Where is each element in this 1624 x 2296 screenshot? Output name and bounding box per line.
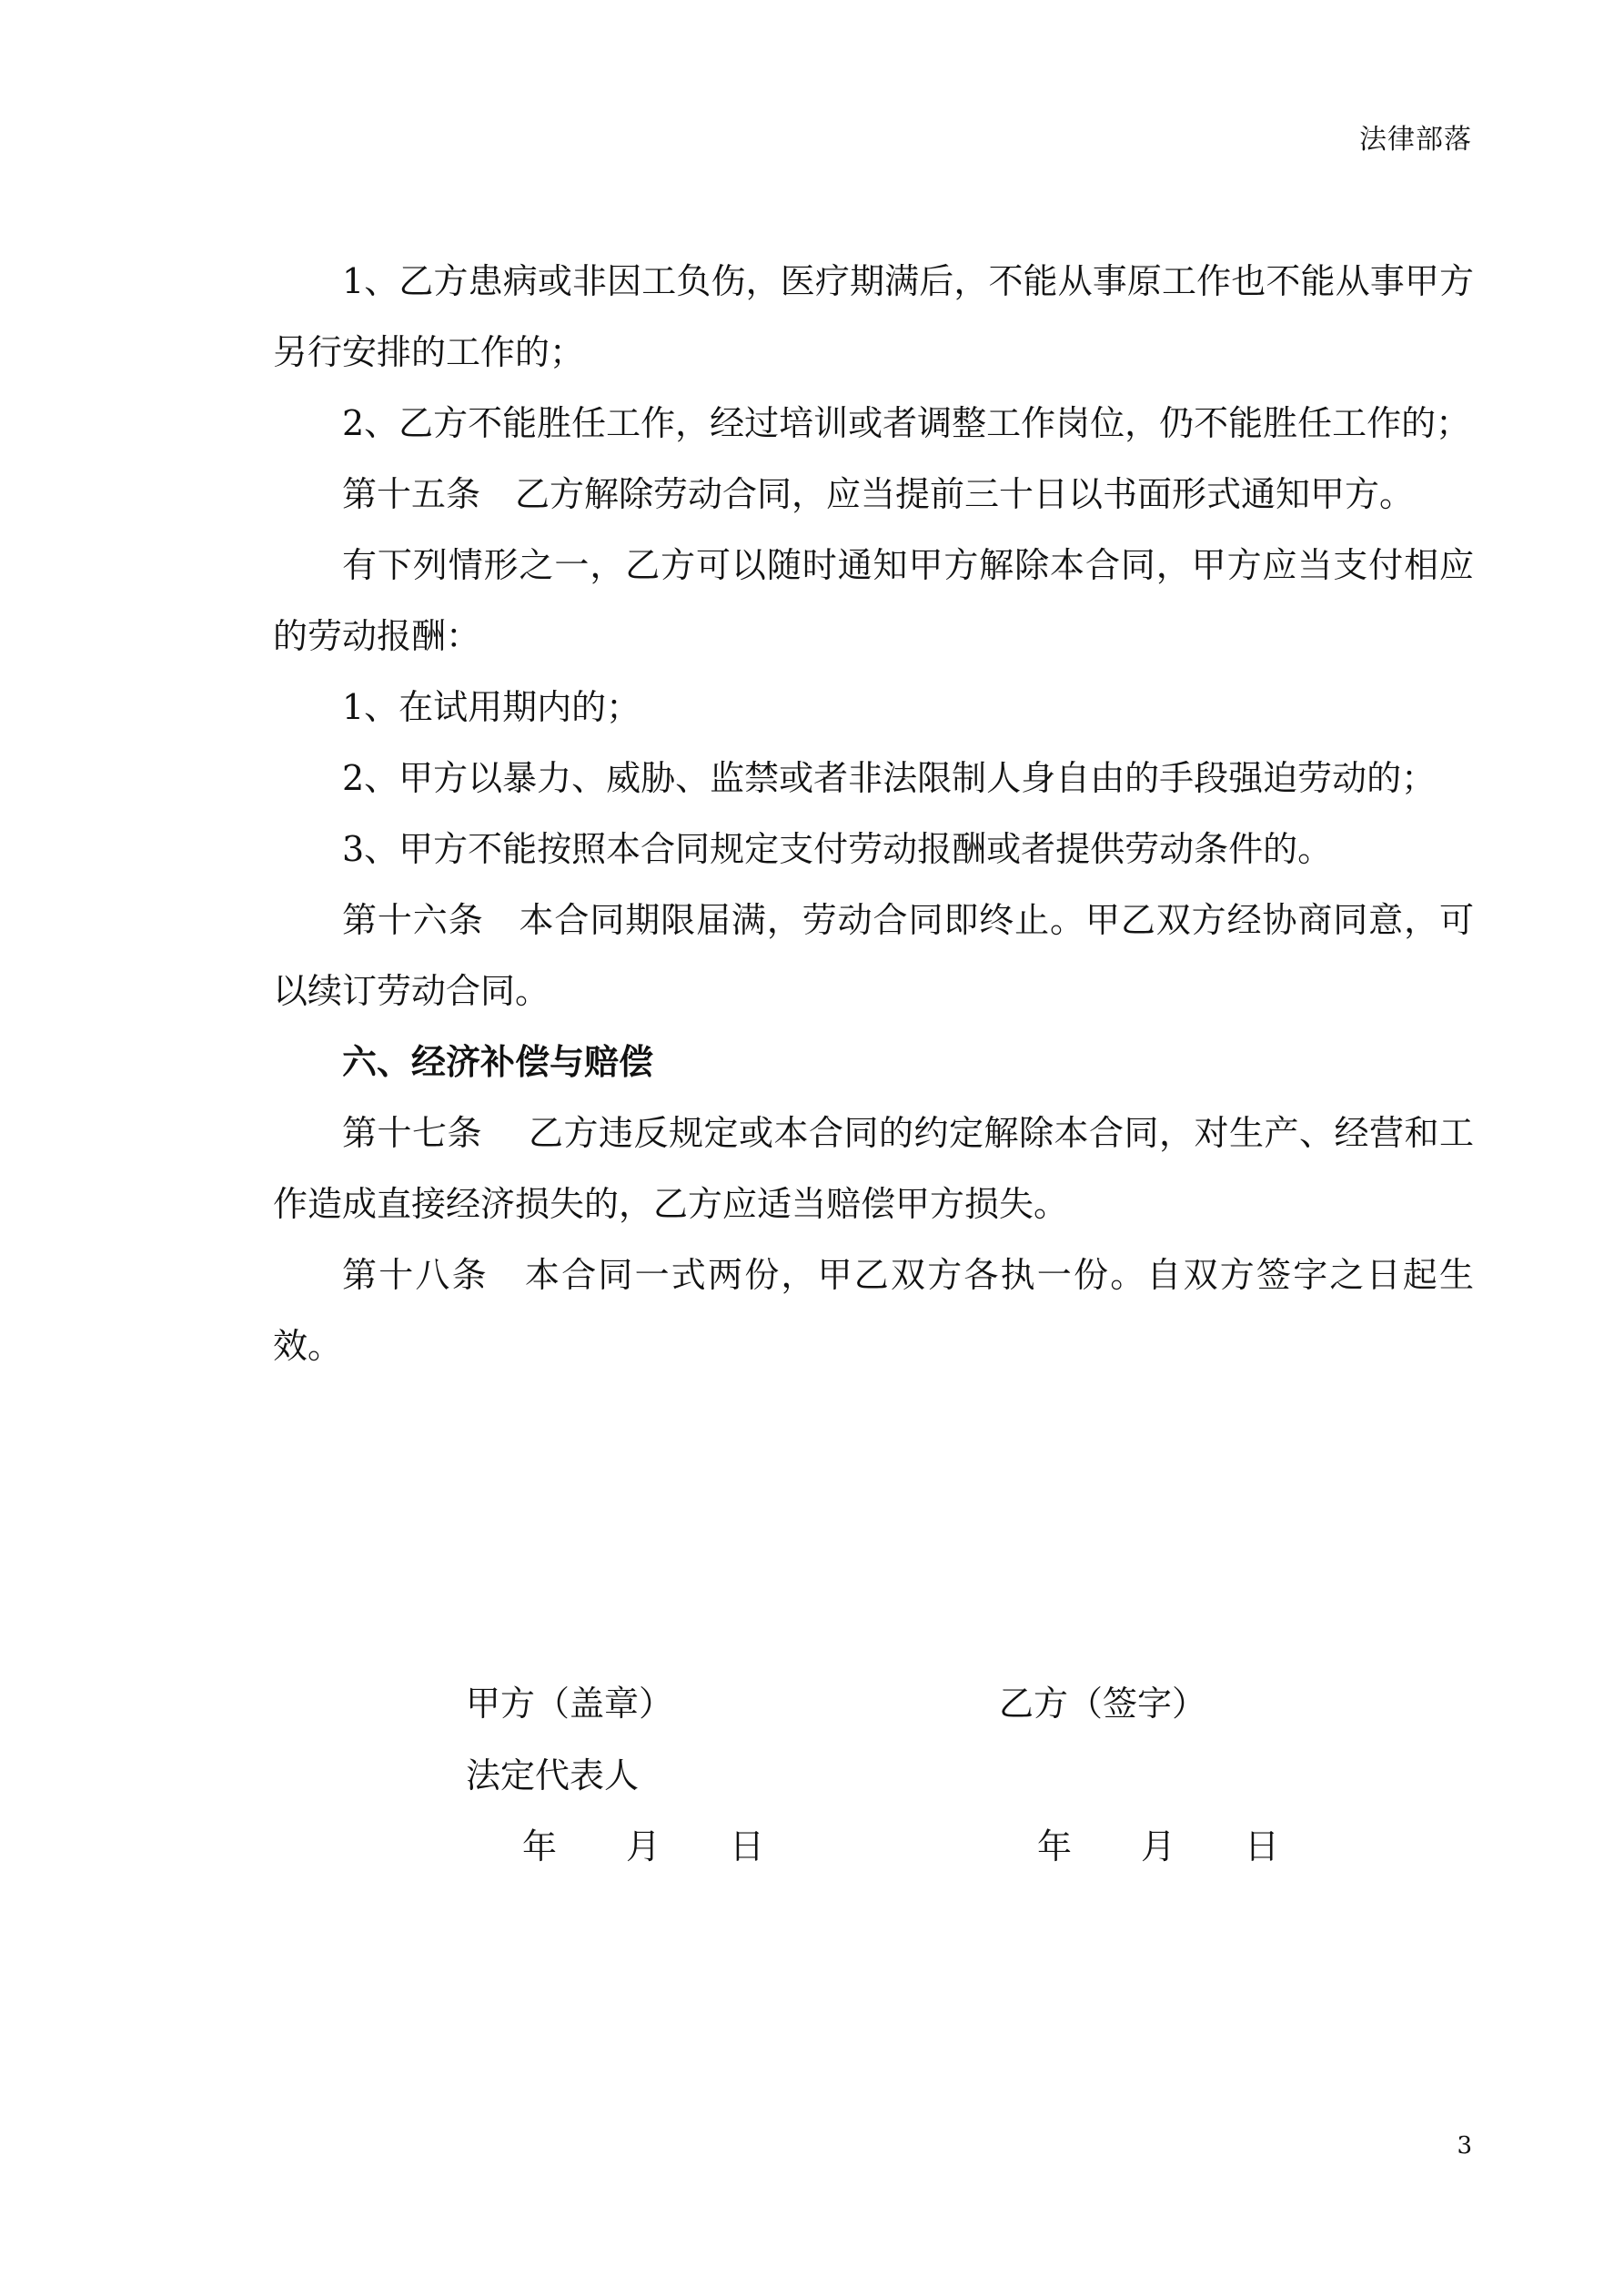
page-number: 3 [1457,2132,1472,2159]
clause-paragraph: 1、乙方患病或非因工负伤，医疗期满后，不能从事原工作也不能从事甲方另行安排的工作的； [273,261,1474,372]
clause-paragraph: 第十五条 乙方解除劳动合同，应当提前三十日以书面形式通知甲方。 [342,474,1415,514]
representative-label: 法定代表人 [466,1755,640,1795]
date-party-b: 年 月 日 [1037,1826,1280,1866]
header-brand: 法律部落 [1359,124,1472,156]
clause-paragraph: 2、甲方以暴力、威胁、监禁或者非法限制人身自由的手段强迫劳动的； [342,758,1437,798]
section-heading: 六、经济补偿与赔偿 [342,1041,654,1082]
clause-paragraph: 第十八条 本合同一式两份，甲乙双方各执一份。自双方签字之日起生效。 [273,1255,1474,1366]
clause-paragraph: 2、乙方不能胜任工作，经过培训或者调整工作岗位，仍不能胜任工作的； [342,403,1471,443]
clause-paragraph: 3、甲方不能按照本合同规定支付劳动报酬或者提供劳动条件的。 [342,829,1333,869]
clause-paragraph: 第十七条 乙方违反规定或本合同的约定解除本合同，对生产、经营和工作造成直接经济损失的，乙方应适当赔偿甲方损失。 [273,1113,1474,1224]
party-b-label: 乙方（签字） [999,1684,1207,1724]
date-party-a: 年 月 日 [522,1826,765,1866]
clause-paragraph: 第十六条 本合同期限届满，劳动合同即终止。甲乙双方经协商同意，可以续订劳动合同。 [273,900,1474,1011]
clause-paragraph: 1、在试用期内的； [342,687,641,727]
clause-paragraph: 有下列情形之一，乙方可以随时通知甲方解除本合同，甲方应当支付相应的劳动报酬： [273,545,1474,656]
document-body [273,246,1474,1381]
party-a-label: 甲方（盖章） [466,1684,674,1724]
